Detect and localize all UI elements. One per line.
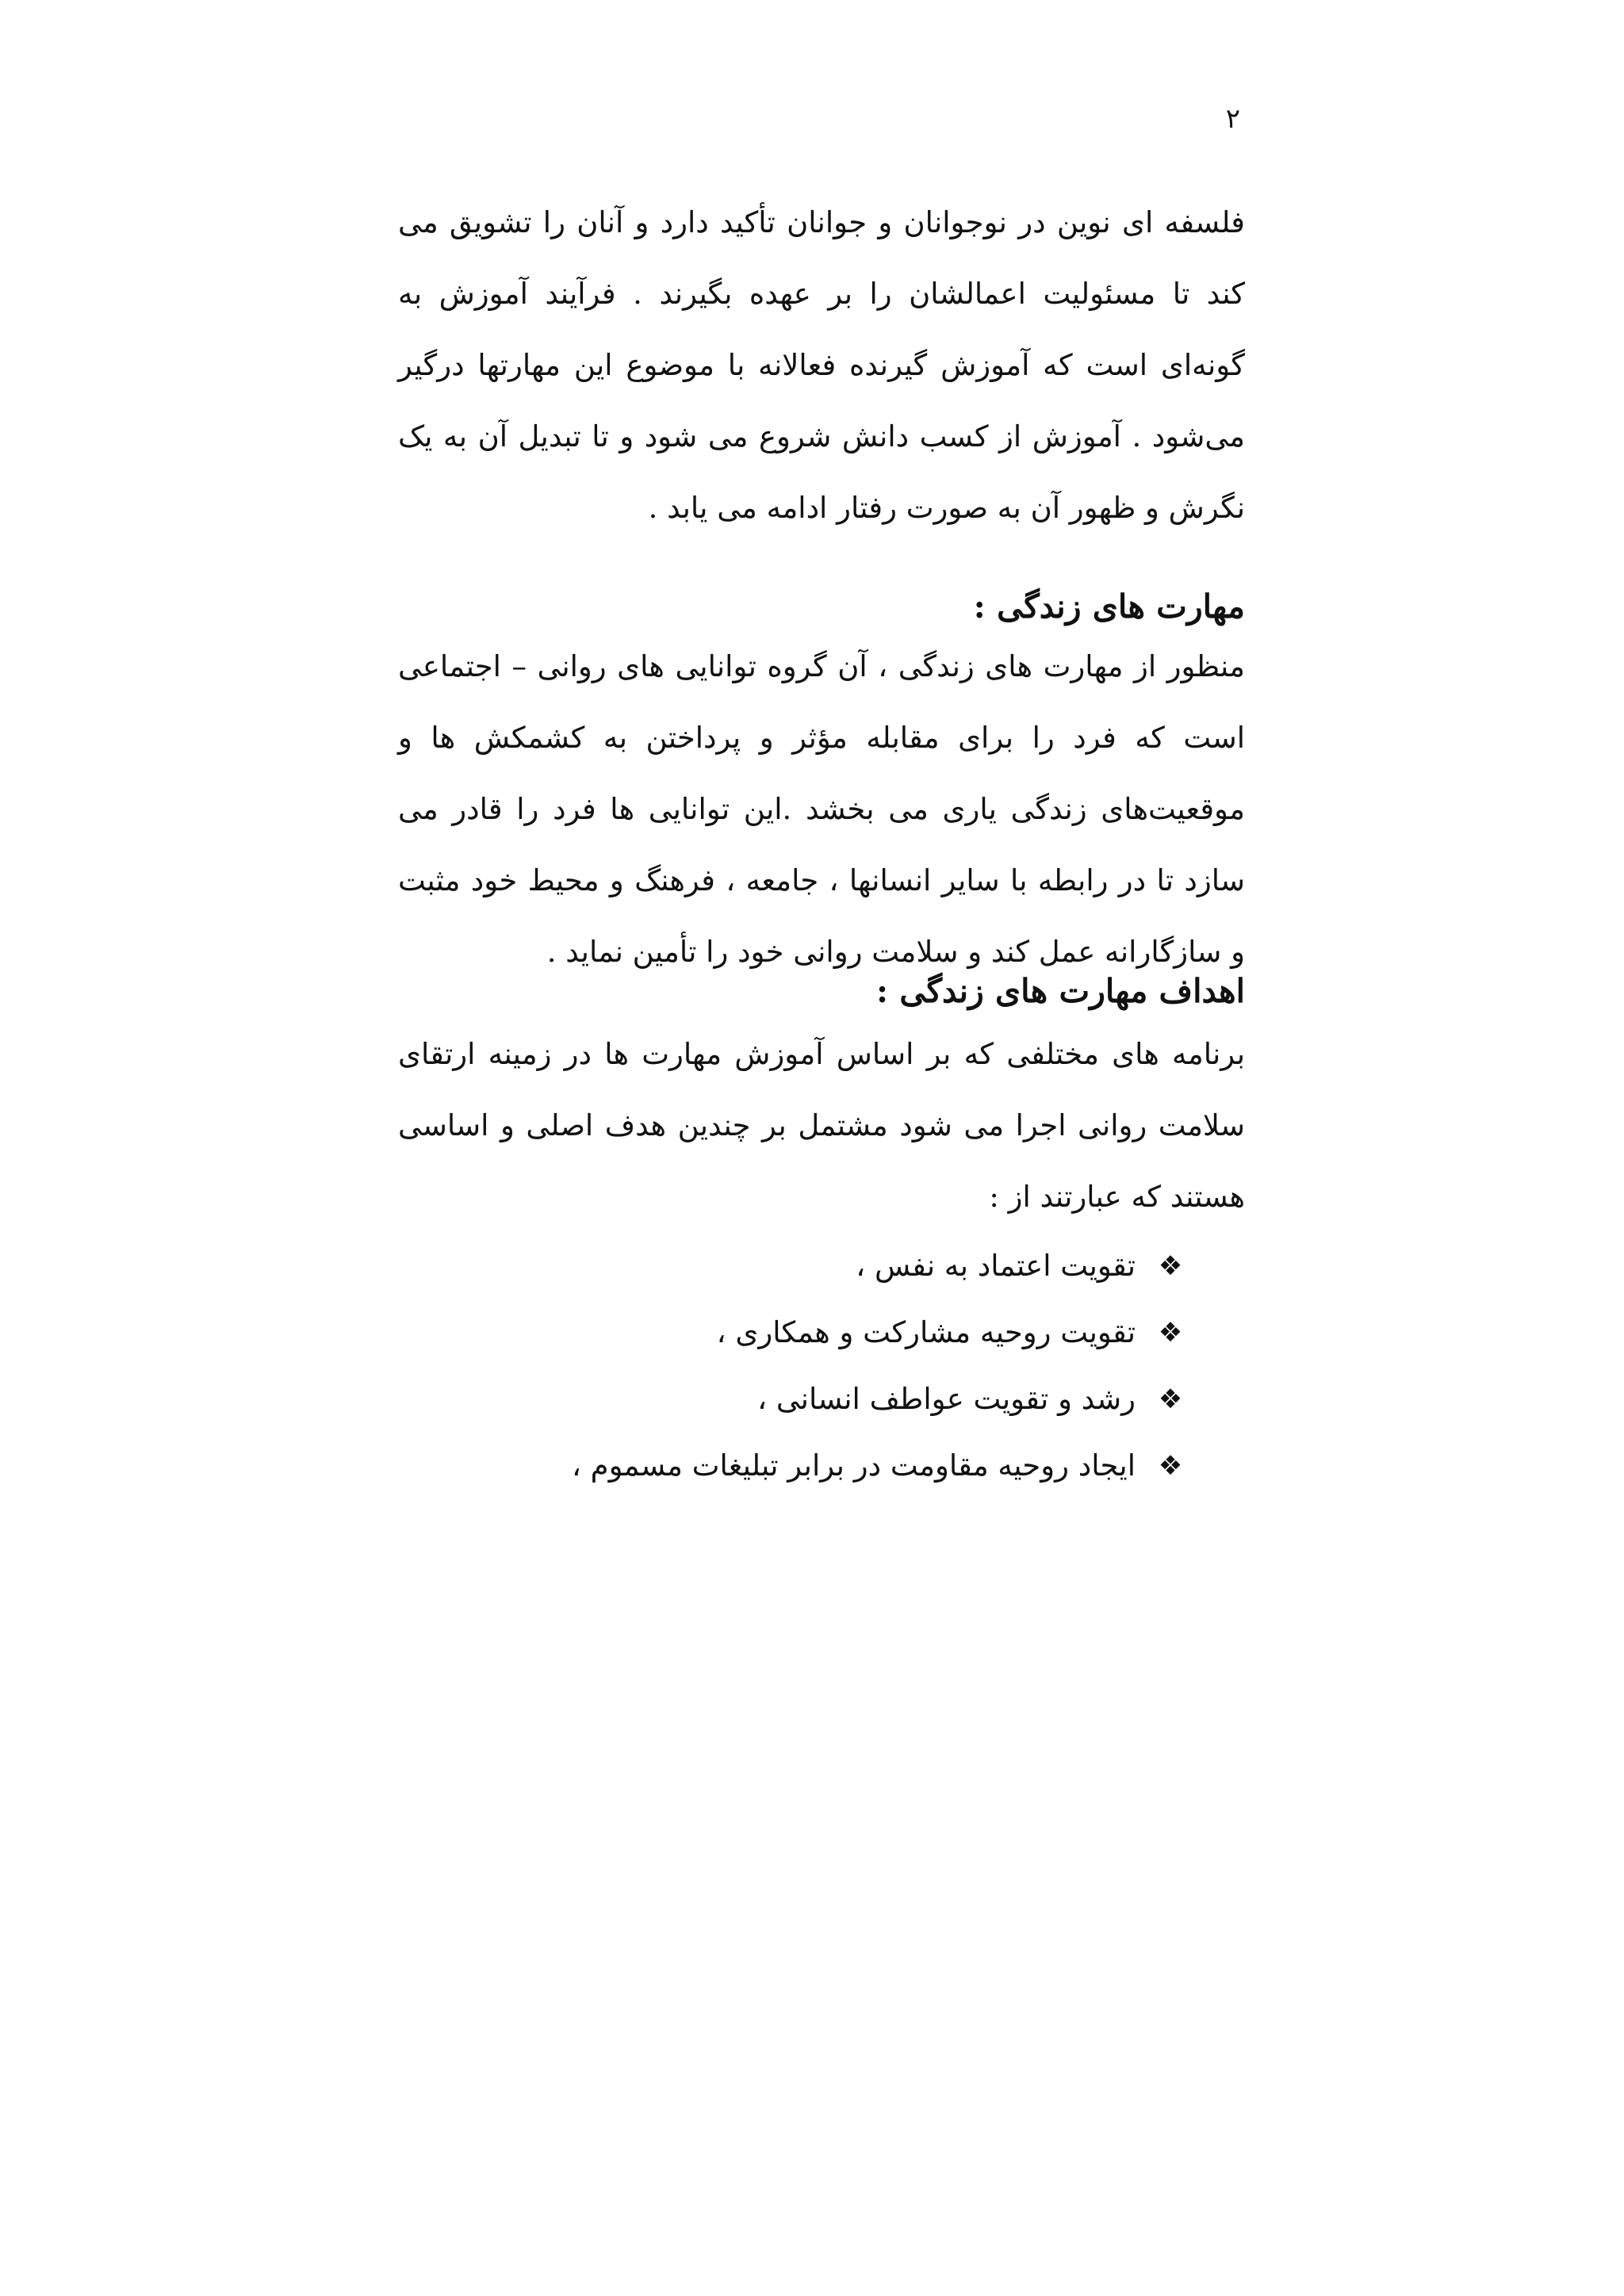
life-skills-heading: مهارت های زندگی : bbox=[973, 587, 1245, 626]
life-skills-section bbox=[398, 579, 1245, 988]
page-number: ۲ bbox=[1225, 103, 1240, 135]
goals-section bbox=[398, 963, 1245, 1499]
diamond-cluster-icon: ❖ bbox=[1158, 1450, 1183, 1482]
diamond-cluster-icon: ❖ bbox=[1158, 1383, 1183, 1415]
list-item bbox=[398, 1433, 1188, 1499]
goals-paragraph: برنامه های مختلفی که بر اساس آموزش مهارت ها در زمینه ارتقای سلامت روانی اجرا می شود مشتمل بر چندین هدف اصلی و اساسی هستند که عبارتند از : bbox=[398, 1037, 1245, 1214]
diamond-cluster-icon: ❖ bbox=[1158, 1317, 1183, 1349]
intro-paragraph: فلسفه ای نوین در نوجوانان و جوانان تأکید دارد و آنان را تشویق می کند تا مسئولیت اعمالشان را بر عهده بگیرند . فرآیند آموزش به گونه‌ای است که آموزش گیرنده فعالانه با موضوع این مهارتها درگیر می‌شود . آموزش از کسب دانش شروع می شود و تا تبدیل آن به یک نگرش و ظهور آن به صورت رفتار ادامه می یابد . bbox=[398, 205, 1245, 525]
life-skills-paragraph: منظور از مهارت های زندگی ، آن گروه توانایی های روانی – اجتماعی است که فرد را برای مقابله مؤثر و پرداختن به کشمکش ها و موقعیت‌های زندگی یاری می بخشد .این توانایی ها فرد را قادر می سازد تا در رابطه با سایر انسانها ، جامعه ، فرهنگ و محیط خود مثبت و سازگارانه عمل کند و سلامت روانی خود را تأمین نماید . bbox=[398, 649, 1245, 969]
list-item bbox=[398, 1233, 1188, 1299]
diamond-cluster-icon: ❖ bbox=[1158, 1250, 1183, 1282]
list-item-text: تقویت اعتماد به نفس ، bbox=[856, 1249, 1136, 1283]
list-item-text: تقویت روحیه مشارکت و همکاری ، bbox=[716, 1315, 1136, 1349]
list-item bbox=[398, 1366, 1188, 1433]
intro-section bbox=[398, 187, 1245, 544]
goals-list bbox=[398, 1233, 1245, 1499]
list-item bbox=[398, 1299, 1188, 1366]
list-item-text: ایجاد روحیه مقاومت در برابر تبلیغات مسموم ، bbox=[571, 1448, 1136, 1483]
list-item-text: رشد و تقویت عواطف انسانی ، bbox=[757, 1382, 1136, 1416]
goals-heading: اهداف مهارت های زندگی : bbox=[875, 972, 1245, 1010]
